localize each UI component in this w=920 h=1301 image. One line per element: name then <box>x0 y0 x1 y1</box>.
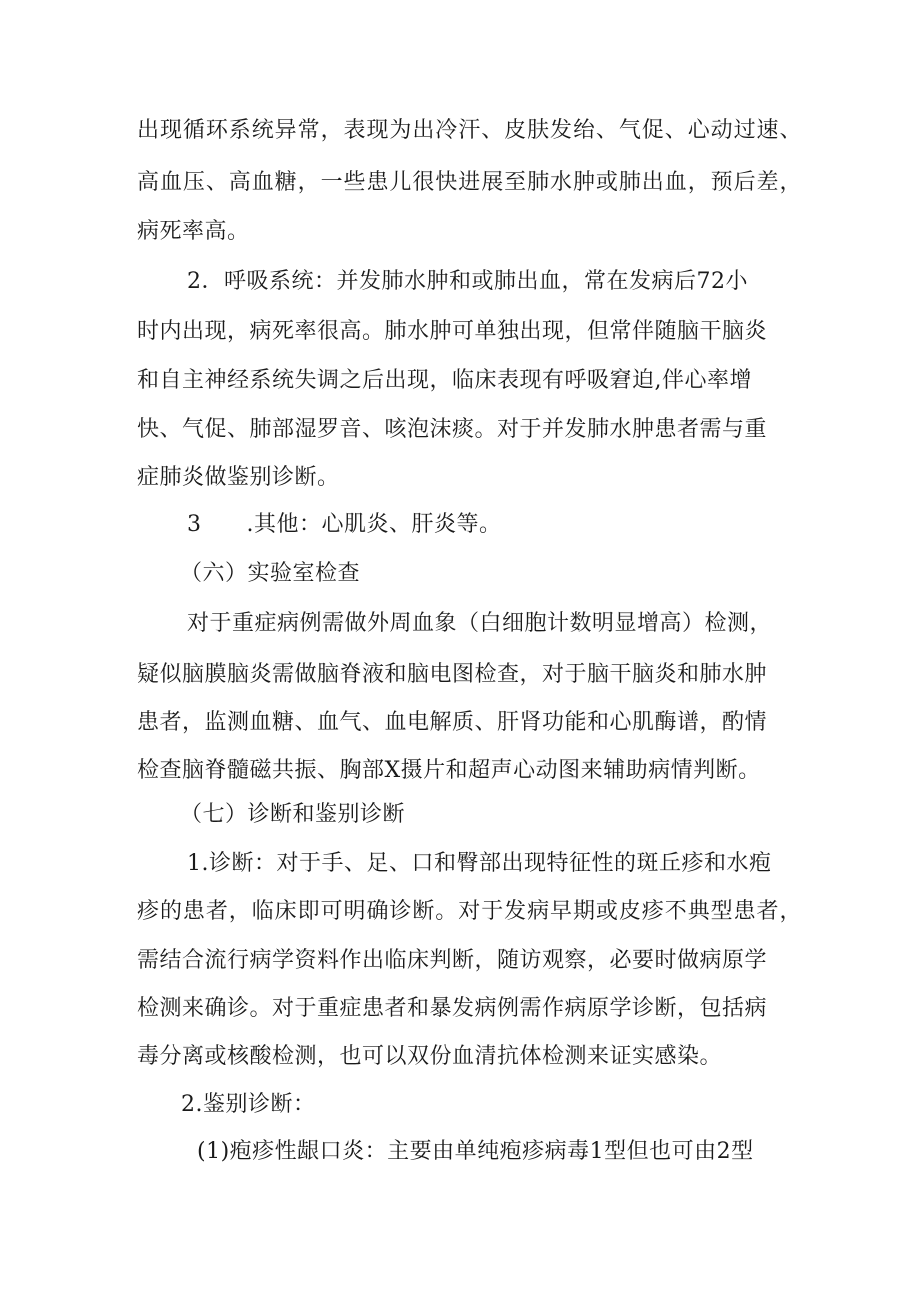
text-line: 需结合流行病学资料作出临床判断，随访观察，必要时做病原学 <box>137 948 768 973</box>
text-line: 高血压、高血糖，一些患儿很快进展至肺水肿或肺出血，预后差， <box>137 170 802 195</box>
section-heading: （六）实验室检查 <box>180 561 361 586</box>
section-heading: （七）诊断和鉴别诊断 <box>180 802 406 827</box>
text-line: 出现循环系统异常，表现为出冷汗、皮肤发绐、气促、心动过速、 <box>137 118 802 143</box>
text-line: 2．呼吸系统：并发肺水肿和或肺出血，常在发病后72小 <box>187 269 748 294</box>
text-line: 症肺炎做鉴别诊断。 <box>137 465 340 490</box>
text-line: 和自主神经系统失调之后出现，临床表现有呼吸窘迫,伴心率增 <box>137 368 752 393</box>
text-line: 对于重症病例需做外周血象（白细胞计数明显增高）检测， <box>187 611 773 636</box>
text-line: 疑似脑膜脑炎需做脑脊液和脑电图检查，对于脑干脑炎和肺水肿 <box>137 662 768 687</box>
text-line: 2.鉴别诊断： <box>181 1092 316 1117</box>
text-line: 疹的患者，临床即可明确诊断。对于发病早期或皮疹不典型患者， <box>137 899 802 924</box>
text-line: (1)疱疹性龈口炎：主要由单纯疱疹病毒1型但也可由2型 <box>197 1139 754 1164</box>
text-line: 毒分离或核酸检测，也可以双份血清抗体检测来证实感染。 <box>137 1044 723 1069</box>
text-line: 快、气促、肺部湿罗音、咳泡沫痰。对于并发肺水肿患者需与重 <box>137 417 768 442</box>
text-line: 检测来确诊。对于重症患者和暴发病例需作病原学诊断，包括病 <box>137 996 768 1021</box>
text-line: 检查脑脊髓磁共振、胸部X摄片和超声心动图来辅助病情判断。 <box>137 758 761 783</box>
text-line: 病死率高。 <box>137 219 250 244</box>
text-line: 时内出现，病死率很高。肺水肿可单独出现，但常伴随脑干脑炎 <box>137 319 768 344</box>
text-line: 患者，监测血糖、血气、血电解质、肝肾功能和心肌酶谱，酌情 <box>137 710 768 735</box>
text-line: 1.诊断：对于手、足、口和臀部出现特征性的斑丘疹和水疱 <box>187 851 772 876</box>
text-line: 3 .其他：心肌炎、肝炎等。 <box>187 512 502 537</box>
